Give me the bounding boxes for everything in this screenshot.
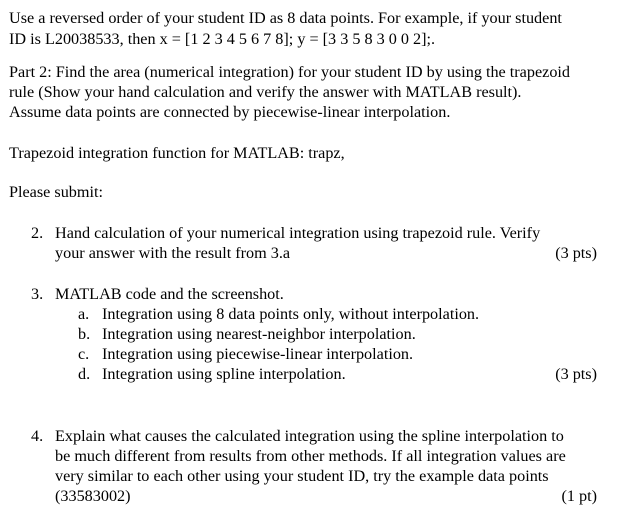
part2-line-2: rule (Show your hand calculation and verify the answer with MATLAB result). xyxy=(9,83,522,101)
item-text-line: Explain what causes the calculated integration using the spline interpolation to xyxy=(55,427,564,445)
points-label: (3 pts) xyxy=(555,244,597,262)
item-text-line: very similar to each other using your student ID, try the example data points xyxy=(55,467,549,485)
item-number: 2. xyxy=(31,224,44,242)
subitem-text: Integration using piecewise-linear interpolation. xyxy=(102,345,414,363)
submit-heading: Please submit: xyxy=(9,183,103,201)
points-label: (1 pt) xyxy=(561,487,597,505)
item-text-line: Hand calculation of your numerical integration using trapezoid rule. Verify xyxy=(55,224,541,242)
item-text-line: MATLAB code and the screenshot. xyxy=(55,285,284,303)
intro-line-2: ID is L20038533, then x = [1 2 3 4 5 6 7 8]; y = [3 3 5 8 3 0 0 2];. xyxy=(9,30,436,48)
intro-line-1: Use a reversed order of your student ID as 8 data points. For example, if your student xyxy=(9,9,562,27)
subitem-letter: a. xyxy=(78,305,90,323)
subitem-text: Integration using nearest-neighbor interpolation. xyxy=(102,325,416,343)
points-label: (3 pts) xyxy=(555,365,597,383)
item-text-line: be much different from results from other methods. If all integration values are xyxy=(55,447,566,465)
trapz-note: Trapezoid integration function for MATLAB: trapz, xyxy=(9,144,345,162)
item-number: 4. xyxy=(31,427,44,445)
item-number: 3. xyxy=(31,285,44,303)
subitem-text: Integration using spline interpolation. xyxy=(102,365,346,383)
part2-line-1: Part 2: Find the area (numerical integration) for your student ID by using the trapezoid xyxy=(9,63,571,81)
subitem-letter: b. xyxy=(78,325,91,343)
item-text-line: your answer with the result from 3.a xyxy=(55,244,291,262)
subitem-letter: d. xyxy=(78,365,91,383)
subitem-letter: c. xyxy=(78,345,90,363)
part2-line-3: Assume data points are connected by piecewise-linear interpolation. xyxy=(9,103,451,121)
item-text-line: (33583002) xyxy=(55,487,131,505)
subitem-text: Integration using 8 data points only, without interpolation. xyxy=(102,305,480,323)
